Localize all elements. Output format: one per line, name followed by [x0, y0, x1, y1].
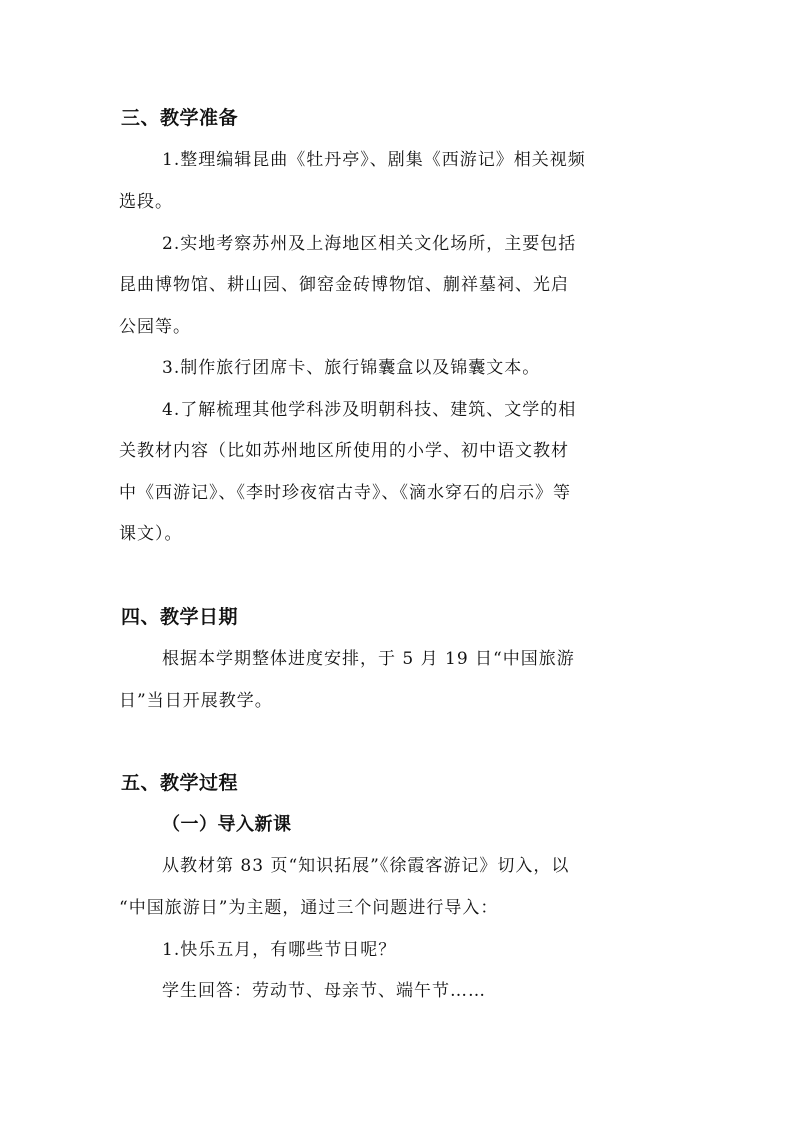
paragraph-line: 课文）。 — [119, 524, 183, 544]
section-title-teaching-process: 五、教学过程 — [121, 772, 239, 794]
subsection-title-introduction: （一）导入新课 — [162, 814, 292, 835]
paragraph-line: 1.快乐五月，有哪些节日呢？ — [162, 940, 397, 960]
section-title-teaching-date: 四、教学日期 — [121, 606, 239, 628]
paragraph-line: 中《西游记》、《李时珍夜宿古寺》、《滴水穿石的启示》等 — [119, 483, 571, 503]
paragraph-line: 公园等。 — [119, 317, 191, 337]
section-title-teaching-preparation: 三、教学准备 — [121, 107, 239, 129]
paragraph-line: 从教材第 83 页“知识拓展”《徐霞客游记》切入，以 — [162, 856, 570, 876]
paragraph-line: 4.了解梳理其他学科涉及明朝科技、建筑、文学的相 — [162, 400, 577, 420]
paragraph-line: 选段。 — [119, 192, 173, 212]
paragraph-line: 2.实地考察苏州及上海地区相关文化场所，主要包括 — [162, 234, 577, 254]
paragraph-line: 1.整理编辑昆曲《牡丹亭》、剧集《西游记》相关视频 — [162, 150, 586, 170]
paragraph-line: 学生回答：劳动节、母亲节、端午节…… — [162, 981, 486, 1001]
paragraph-line: “中国旅游日”为主题，通过三个问题进行导入： — [119, 898, 499, 918]
paragraph-line: 根据本学期整体进度安排，于 5 月 19 日“中国旅游 — [162, 649, 575, 669]
paragraph-line: 关教材内容（比如苏州地区所使用的小学、初中语文教材 — [119, 441, 569, 461]
paragraph-line: 3.制作旅行团席卡、旅行锦囊盒以及锦囊文本。 — [162, 358, 541, 378]
paragraph-line: 日”当日开展教学。 — [119, 691, 273, 711]
paragraph-line: 昆曲博物馆、耕山园、御窑金砖博物馆、蒯祥墓祠、光启 — [119, 275, 569, 295]
